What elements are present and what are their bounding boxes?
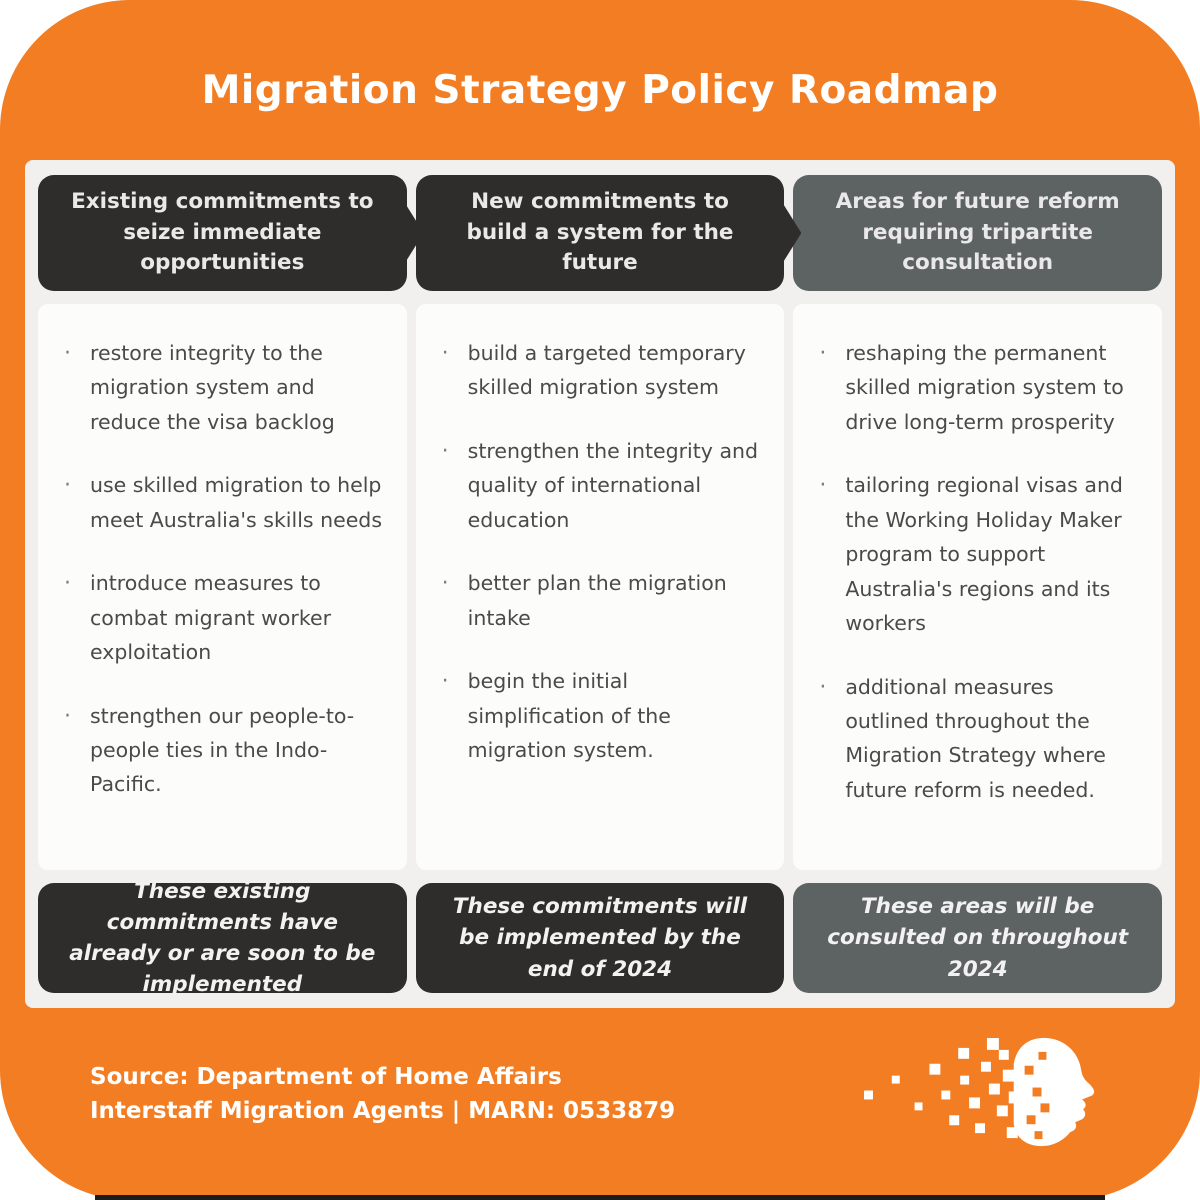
bullet-text: build a targeted temporary skilled migration system <box>467 341 746 400</box>
middot-bullet-icon: · <box>64 341 71 366</box>
column-header-future-reform <box>793 175 1162 291</box>
bullet-text: strengthen our people-to-people ties in the Indo-Pacific. <box>90 703 355 797</box>
bullet-text: introduce measures to combat migrant worker exploitation <box>90 571 332 665</box>
footer-text: These areas will be consulted on throughout 2024 <box>827 894 1129 982</box>
middot-bullet-icon: · <box>64 473 71 499</box>
pixel-face-logo <box>856 1036 1108 1150</box>
bullet-text: tailoring regional visas and the Working Holiday Maker program to support Australia's regions and its workers <box>845 473 1123 636</box>
bullet-text: strengthen the integrity and quality of international education <box>467 438 759 532</box>
middot-bullet-icon: · <box>64 703 71 729</box>
middot-bullet-icon: · <box>441 438 449 464</box>
column-footer-new-commitments <box>416 883 785 993</box>
column-footer-existing-commitments <box>38 878 407 998</box>
middot-bullet-icon: · <box>819 674 827 700</box>
bullet-item <box>64 699 385 802</box>
bullet-text: begin the initial simplification of the migration system. <box>467 669 671 762</box>
source-attribution <box>90 1060 675 1128</box>
column-card-existing-commitments <box>38 304 407 870</box>
source-line-1: Source: Department of Home Affairs <box>90 1064 562 1090</box>
middot-bullet-icon: · <box>441 341 449 366</box>
column-footer-future-reform <box>793 883 1162 993</box>
column-card-new-commitments <box>416 304 785 870</box>
bullet-text: use skilled migration to help meet Australia's skills needs <box>90 473 383 532</box>
bullet-text: restore integrity to the migration system and reduce the visa backlog <box>90 341 335 434</box>
middot-bullet-icon: · <box>819 341 827 366</box>
column-header-new-commitments <box>416 175 785 291</box>
bullet-item <box>442 664 763 767</box>
bullet-list <box>819 336 1140 807</box>
page-title: Migration Strategy Policy Roadmap <box>201 68 999 113</box>
footer-text: These commitments will be implemented by the end of 2024 <box>452 894 748 982</box>
bullet-item <box>819 336 1140 439</box>
bullet-item <box>819 670 1140 808</box>
middot-bullet-icon: · <box>441 669 449 695</box>
bullet-text: reshaping the permanent skilled migration system to drive long-term prosperity <box>845 341 1124 434</box>
bottom-edge-bar <box>95 1195 1105 1200</box>
middot-bullet-icon: · <box>64 571 71 597</box>
bullet-item <box>64 468 385 537</box>
column-header-text: New commitments to build a system for the future <box>466 189 734 276</box>
middot-bullet-icon: · <box>441 571 449 597</box>
bullet-item <box>442 336 763 405</box>
column-header-text: Areas for future reform requiring tripartite consultation <box>835 189 1120 276</box>
bullet-item <box>442 566 763 635</box>
middot-bullet-icon: · <box>819 473 827 499</box>
source-line-2: Interstaff Migration Agents | MARN: 0533879 <box>90 1098 676 1124</box>
content-panel <box>25 160 1175 1008</box>
bullet-item <box>64 566 385 669</box>
bullet-item <box>64 336 385 439</box>
column-header-existing-commitments <box>38 175 407 291</box>
bullet-item <box>819 468 1140 640</box>
bullet-list <box>442 336 763 767</box>
bullet-text: additional measures outlined throughout the Migration Strategy where future reform is needed. <box>845 674 1106 802</box>
bullet-item <box>442 434 763 537</box>
bullet-list <box>64 336 385 802</box>
footer-text: These existing commitments have already or are soon to be implemented <box>69 878 376 998</box>
column-header-text: Existing commitments to seize immediate opportunities <box>71 189 374 276</box>
column-card-future-reform <box>793 304 1162 870</box>
bullet-text: better plan the migration intake <box>467 571 727 630</box>
